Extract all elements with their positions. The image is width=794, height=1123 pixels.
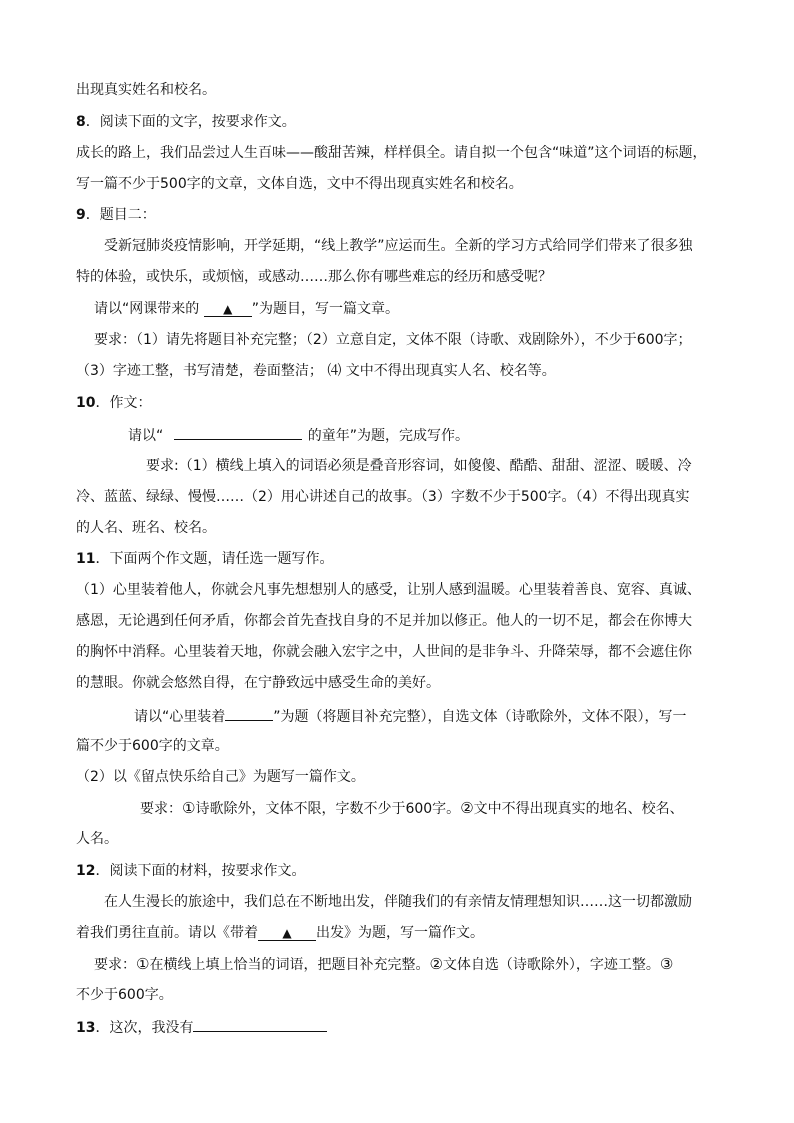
text-line: 成长的路上，我们品尝过人生百味——酸甜苦辣，样样俱全。请自拟一个包含“味道”这个词语的标题， [76,145,707,161]
text-line: （1）心里装着他人，你就会凡事先想想别人的感受，让别人感到温暖。心里装着善良、宽容、真诚、 [76,582,701,598]
question-title: ．题目二： [85,207,156,223]
circled-number-1: ① [182,799,196,817]
fill-in-blank [204,302,252,317]
text-line: 的人名、班名、校名。 [76,520,216,536]
text-segment: 诗歌除外，文体不限，字数不少于600字。 [195,801,461,817]
text-line: 受新冠肺炎疫情影响，开学延期，“线上教学”应运而生。全新的学习方式给同学们带来了很多独 [104,238,693,254]
question-8-heading [76,113,296,131]
question-title: ．下面两个作文题，请任选一题写作。 [95,551,334,567]
question-9-heading [76,206,156,224]
text-line: 感恩，无论遇到任何矛盾，你都会首先查找自身的不足并加以修正。他人的一切不足，都会在你博大 [76,613,692,629]
fill-in-blank [225,706,273,721]
text-line: （3）字迹工整，书写清楚，卷面整洁； ⑷ 文中不得出现真实人名、校名等。 [76,363,556,379]
text-segment: 请以“ [128,428,164,444]
text-segment: 请以“心里装着 [134,709,226,725]
text-segment: 的童年”为题，完成写作。 [307,428,469,444]
text-line [140,799,684,817]
triangle-marker: ▲ [282,926,292,940]
question-number: 12 [76,863,96,879]
text-line: 的慧眼。你就会悠然自得，在宁静致远中感受生命的美好。 [76,675,440,691]
text-segment: 要求： [140,801,182,817]
question-10-heading [76,394,151,412]
fill-in-blank [258,926,316,941]
question-number: 9 [76,207,86,223]
text-segment: 文体自选（诗歌除外），字迹工整。 [442,957,660,973]
question-title: ．这次，我没有 [95,1020,194,1036]
text-segment: ”为题目，写一篇文章。 [251,301,399,317]
text-line [76,924,484,942]
text-line: 出现真实姓名和校名。 [76,82,216,98]
text-line: 特的体验，或快乐，或烦恼，或感动……那么你有哪些难忘的经历和感受呢？ [76,269,552,285]
circled-number-2: ② [460,799,474,817]
text-line [94,955,673,973]
text-line: 篇不少于600字的文章。 [76,738,229,754]
text-segment: 请以“网课带来的 [94,301,200,317]
question-title: ．阅读下面的文字，按要求作文。 [85,114,296,130]
text-line [128,425,469,443]
text-line: （2）以《留点快乐给自己》为题写一篇作文。 [76,769,365,785]
text-segment: 着我们勇往直前。请以《带着 [76,925,258,941]
fill-in-blank [193,1017,327,1032]
circled-number-3: ③ [659,955,674,973]
question-number: 8 [76,114,86,130]
text-line: 在人生漫长的旅途中，我们总在不断地出发，伴随我们的有亲情友情理想知识……这一切都激励 [104,894,692,910]
question-number: 11 [76,551,96,567]
text-line: 的胸怀中消释。心里装着天地，你就会融入宏宇之中，人世间的是非争斗、升降荣辱，都不会遮住你 [76,644,692,660]
text-line: 写一篇不少于500字的文章，文体自选，文中不得出现真实姓名和校名。 [76,176,523,192]
text-segment: 要求： [94,957,136,973]
text-line: 不少于600字。 [76,987,173,1003]
text-segment: 出发》为题，写一篇作文。 [316,925,484,941]
question-12-heading [76,862,305,880]
circled-number-1: ① [136,955,150,973]
text-line: 要求:（1）横线上填入的词语必须是叠音形容词，如傻傻、酷酷、甜甜、涩涩、暖暖、冷 [146,458,692,474]
text-segment: 在横线上填上恰当的词语，把题目补充完整。 [149,957,430,973]
question-number: 10 [76,395,96,411]
fill-in-blank [174,425,302,440]
question-13-heading [76,1017,327,1035]
text-segment: 文中不得出现真实的地名、校名、 [473,801,684,817]
text-line: 人名。 [76,831,118,847]
text-line: 要求：（1）请先将题目补充完整；（2）立意自定，文体不限（诗歌、戏剧除外），不少于600字； [94,332,692,348]
text-line [134,706,687,724]
question-11-heading [76,550,333,568]
question-number: 13 [76,1020,96,1036]
text-line: 冷、蓝蓝、绿绿、慢慢……（2）用心讲述自己的故事。（3）字数不少于500字。（4）不得出现真实 [76,489,690,505]
question-title: ．阅读下面的材料，按要求作文。 [95,863,306,879]
text-segment: ”为题（将题目补充完整），自选文体（诗歌除外，文体不限），写一 [273,709,687,725]
question-title: ．作文： [95,395,152,411]
circled-number-2: ② [429,955,443,973]
text-line [94,300,399,318]
triangle-marker: ▲ [223,302,233,316]
